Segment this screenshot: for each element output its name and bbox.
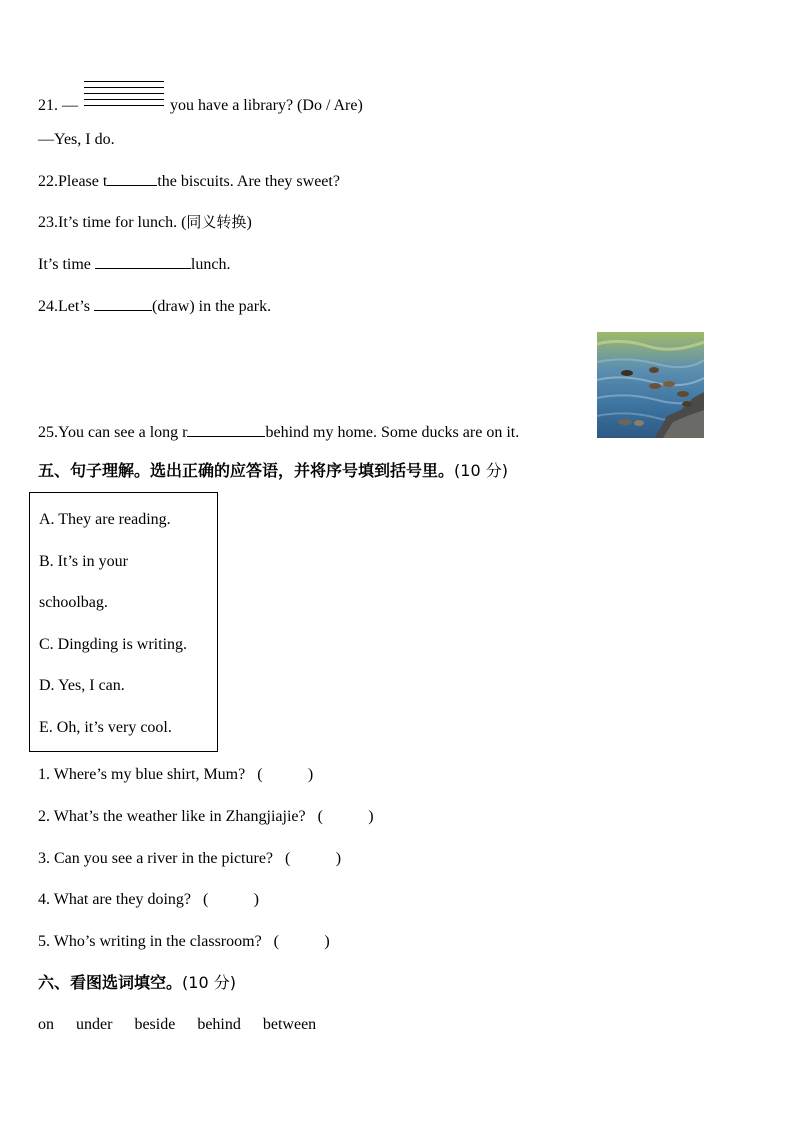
answer-paren-2[interactable] bbox=[318, 807, 374, 827]
match-question-3 bbox=[38, 849, 341, 869]
q24-blank[interactable] bbox=[94, 296, 152, 311]
section-5-score: (10 分) bbox=[454, 461, 508, 480]
river-ducks-image bbox=[597, 332, 704, 438]
q23-line2-pre: It’s time bbox=[38, 256, 91, 273]
match-question-2-text: 2. What’s the weather like in Zhangjiajie? bbox=[38, 808, 306, 825]
paren-close: ) bbox=[368, 808, 374, 825]
paren-open: ( bbox=[273, 933, 279, 950]
question-21 bbox=[38, 92, 363, 116]
q25-blank[interactable] bbox=[187, 422, 265, 437]
paren-close: ) bbox=[307, 766, 314, 783]
q21-number: 21. — bbox=[38, 97, 78, 114]
answer-paren-3[interactable] bbox=[285, 849, 341, 869]
q23-pre: 23.It’s time for lunch. ( bbox=[38, 214, 187, 231]
question-22 bbox=[38, 171, 340, 192]
match-question-2 bbox=[38, 807, 374, 827]
q21-answer-blank[interactable] bbox=[84, 92, 164, 114]
q22-post: the biscuits. Are they sweet? bbox=[157, 173, 340, 190]
q24-pre: 24.Let’s bbox=[38, 298, 90, 315]
paren-open: ( bbox=[317, 808, 323, 825]
q23-blank[interactable] bbox=[95, 254, 191, 269]
match-question-3-text: 3. Can you see a river in the picture? bbox=[38, 850, 274, 867]
match-question-5 bbox=[38, 932, 330, 952]
word-bank-item: behind bbox=[197, 1016, 241, 1033]
section-6-score: (10 分) bbox=[182, 973, 236, 992]
match-question-4 bbox=[38, 890, 259, 910]
q25-pre: 25.You can see a long r bbox=[38, 424, 188, 441]
section-5-heading bbox=[38, 461, 508, 481]
match-question-4-text: 4. What are they doing? bbox=[38, 891, 191, 908]
q23-instruction: 同义转换 bbox=[186, 213, 247, 231]
answer-paren-1[interactable] bbox=[257, 765, 313, 785]
word-bank bbox=[38, 1015, 338, 1035]
q22-blank[interactable] bbox=[107, 171, 157, 186]
q22-pre: 22.Please t bbox=[38, 173, 108, 190]
option-d: D. Yes, I can. bbox=[39, 677, 125, 694]
q24-post: (draw) in the park. bbox=[152, 298, 272, 315]
paren-open: ( bbox=[202, 891, 209, 908]
word-bank-item: between bbox=[262, 1016, 317, 1033]
paren-close: ) bbox=[253, 891, 259, 908]
word-bank-item: on bbox=[38, 1016, 54, 1033]
option-b: B. It’s in your bbox=[39, 553, 128, 570]
section-6-heading bbox=[38, 973, 236, 993]
question-23 bbox=[38, 212, 252, 233]
question-25 bbox=[38, 422, 519, 443]
match-question-1 bbox=[38, 765, 313, 785]
q25-post: behind my home. Some ducks are on it. bbox=[265, 424, 520, 441]
q23-post: ) bbox=[246, 214, 252, 231]
answer-paren-5[interactable] bbox=[274, 932, 330, 952]
q21-answer: —Yes, I do. bbox=[38, 131, 115, 148]
paren-open: ( bbox=[285, 850, 291, 867]
q21-text: you have a library? (Do / Are) bbox=[170, 97, 363, 114]
question-23-line2 bbox=[38, 254, 230, 275]
word-bank-item: beside bbox=[134, 1016, 176, 1033]
option-a: A. They are reading. bbox=[39, 511, 171, 528]
paren-close: ) bbox=[335, 850, 342, 867]
answer-paren-4[interactable] bbox=[203, 890, 259, 910]
options-box bbox=[29, 492, 218, 752]
paren-open: ( bbox=[257, 766, 263, 783]
match-question-5-text: 5. Who’s writing in the classroom? bbox=[38, 933, 262, 950]
q23-line2-post: lunch. bbox=[190, 256, 231, 273]
section-6-title: 六、看图选词填空。 bbox=[38, 973, 183, 992]
option-e: E. Oh, it’s very cool. bbox=[39, 719, 172, 736]
word-bank-item: under bbox=[76, 1016, 113, 1033]
question-24 bbox=[38, 296, 271, 317]
option-b-cont: schoolbag. bbox=[39, 594, 108, 611]
option-c: C. Dingding is writing. bbox=[39, 636, 188, 653]
section-5-title: 五、句子理解。选出正确的应答语，并将序号填到括号里。 bbox=[38, 461, 455, 480]
paren-close: ) bbox=[324, 933, 330, 950]
match-question-1-text: 1. Where’s my blue shirt, Mum? bbox=[38, 766, 246, 783]
